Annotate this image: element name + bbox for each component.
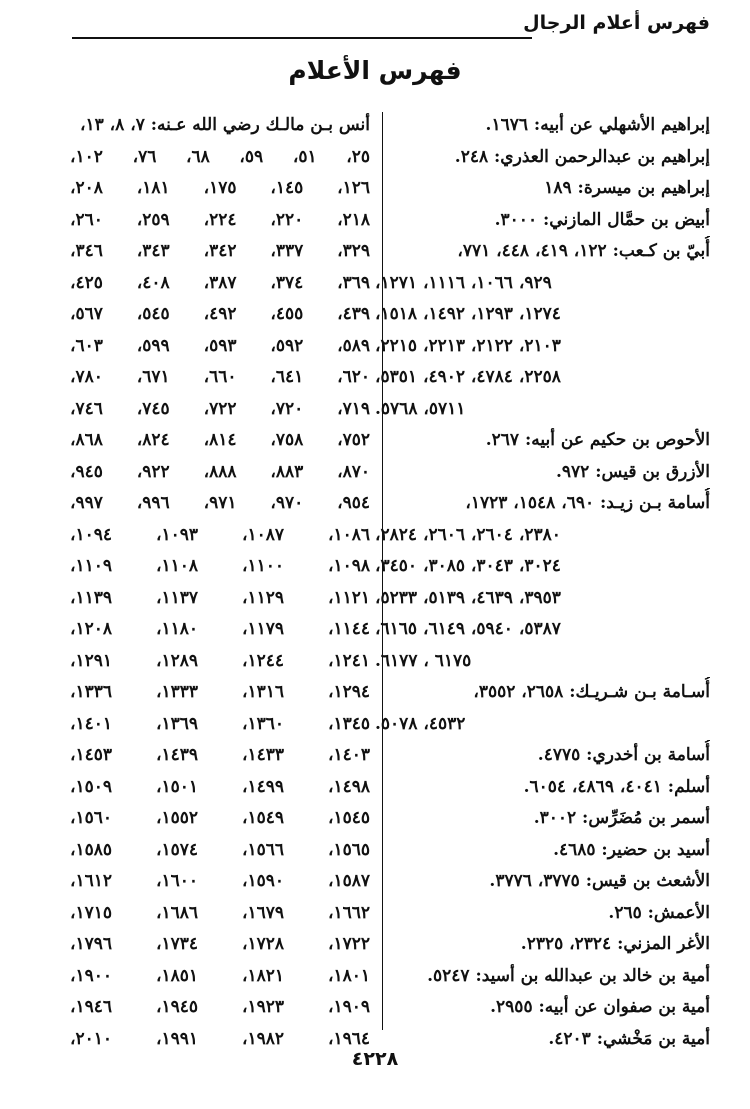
index-line: ٥٨٩، ٥٩٢، ٥٩٣، ٥٩٩، ٦٠٣، bbox=[70, 335, 370, 356]
index-line: أمية بن صفوان عن أبيه: ٢٩٥٥. bbox=[490, 997, 710, 1017]
index-line: ٤٣٩، ٤٥٥، ٤٩٢، ٥٤٥، ٥٦٧، bbox=[70, 304, 370, 324]
index-line: ٩٢٩، ١٠٦٦، ١١١٦، ١٢٧١، bbox=[375, 272, 552, 293]
index-column-right bbox=[375, 110, 710, 1055]
index-line: ١٧٢٢، ١٧٢٨، ١٧٣٤، ١٧٩٦، bbox=[70, 934, 370, 954]
index-line: ٦١٧٥ ، ٦١٧٧. bbox=[375, 650, 472, 671]
index-line: ١٣٤٥، ١٣٦٠، ١٣٦٩، ١٤٠١، bbox=[70, 713, 370, 734]
index-line: ٦٢٠، ٦٤١، ٦٦٠، ٦٧١، ٧٨٠، bbox=[70, 367, 370, 387]
index-line: ١١٤٤، ١١٧٩، ١١٨٠، ١٢٠٨، bbox=[70, 619, 370, 639]
index-line: ٩٥٤، ٩٧٠، ٩٧١، ٩٩٦، ٩٩٧، bbox=[70, 493, 370, 513]
index-line: ١١٢١، ١١٢٩، ١١٣٧، ١١٣٩، bbox=[70, 587, 370, 608]
index-line: إبراهيم بن عبدالرحمن العذري: ٢٤٨. bbox=[454, 146, 710, 167]
index-line: ٥٧١١، ٥٧٦٨. bbox=[375, 398, 466, 419]
index-line: ١٩٠٩، ١٩٢٣، ١٩٤٥، ١٩٤٦، bbox=[70, 997, 370, 1017]
index-line: ١٥٦٥، ١٥٦٦، ١٥٧٤، ١٥٨٥، bbox=[70, 839, 370, 860]
index-line: ١٩٦٤، ١٩٨٢، ١٩٩١، ٢٠١٠، bbox=[70, 1028, 370, 1049]
column-divider bbox=[382, 112, 383, 1030]
index-line: ٢١٠٣، ٢١٢٢، ٢٢١٣، ٢٢١٥، bbox=[375, 335, 561, 356]
index-column-left bbox=[70, 110, 370, 1055]
index-line: ٣٩٥٣، ٤٦٣٩، ٥١٣٩، ٥٢٣٣، bbox=[375, 587, 561, 608]
index-line: إبراهيم بن ميسرة: ١٨٩ bbox=[544, 178, 710, 198]
index-line: الأعمش: ٢٦٥. bbox=[608, 902, 710, 923]
index-line: ١٥٤٥، ١٥٤٩، ١٥٥٢، ١٥٦٠، bbox=[70, 808, 370, 828]
index-line: ١٠٩٨، ١١٠٠، ١١٠٨، ١١٠٩، bbox=[70, 556, 370, 576]
index-line: أنس بـن مالـك رضي الله عـنه: ٧، ٨، ١٣، bbox=[79, 115, 370, 135]
running-header-title: فهرس أعلام الرجال bbox=[523, 12, 710, 34]
index-line: ٧١٩، ٧٢٠، ٧٢٢، ٧٤٥، ٧٤٦، bbox=[70, 398, 370, 419]
index-line: ٢١٨، ٢٢٠، ٢٢٤، ٢٥٩، ٢٦٠، bbox=[70, 209, 370, 230]
index-line: أمية بن مَخْشي: ٤٢٠٣. bbox=[548, 1028, 710, 1049]
index-line: الأزرق بن قيس: ٩٧٢. bbox=[556, 461, 710, 482]
index-line: ٢٥، ٥١، ٥٩، ٦٨، ٧٦، ١٠٢، bbox=[70, 146, 370, 167]
running-header bbox=[72, 10, 710, 42]
page-title: فهرس الأعلام bbox=[288, 56, 462, 85]
index-line: ١٢٧٤، ١٢٩٣، ١٤٩٢، ١٥١٨، bbox=[375, 304, 561, 324]
index-line: ٨٧٠، ٨٨٣، ٨٨٨، ٩٢٢، ٩٤٥، bbox=[70, 461, 370, 482]
index-line: ٣٢٩، ٣٣٧، ٣٤٢، ٣٤٣، ٣٤٦، bbox=[70, 241, 370, 261]
index-line: ١٠٨٦، ١٠٨٧، ١٠٩٣، ١٠٩٤، bbox=[70, 524, 370, 545]
index-line: إبراهيم الأشهلي عن أبيه: ١٦٧٦. bbox=[485, 115, 710, 135]
index-line: ١٤٩٨، ١٤٩٩، ١٥٠١، ١٥٠٩، bbox=[70, 776, 370, 797]
index-line: ١٤٠٣، ١٤٣٣، ١٤٣٩، ١٤٥٣، bbox=[70, 745, 370, 765]
page-number: ٤٢٢٨ bbox=[351, 1048, 399, 1070]
index-line: ٤٥٣٢، ٥٠٧٨. bbox=[375, 713, 466, 734]
index-line: ١٢٦، ١٤٥، ١٧٥، ١٨١، ٢٠٨، bbox=[70, 178, 370, 198]
index-line: ١٥٨٧، ١٥٩٠، ١٦٠٠، ١٦١٢، bbox=[70, 871, 370, 891]
index-line: ١٢٤١، ١٢٤٤، ١٢٨٩، ١٢٩١، bbox=[70, 650, 370, 671]
index-line: أبيض بن حمَّال المازني: ٣٠٠٠. bbox=[494, 209, 710, 230]
index-line: ٥٣٨٧، ٥٩٤٠، ٦١٤٩، ٦١٦٥، bbox=[375, 619, 561, 639]
index-line: أُسامة بـن زيـد: ٦٩٠، ١٥٤٨، ١٧٢٣، bbox=[465, 493, 710, 513]
index-line: الأشعث بن قيس: ٣٧٧٥، ٣٧٧٦. bbox=[489, 871, 710, 891]
index-line: ١٦٦٢، ١٦٧٩، ١٦٨٦، ١٧١٥، bbox=[70, 902, 370, 923]
index-line: ٣٦٩، ٣٧٤، ٣٨٧، ٤٠٨، ٤٢٥، bbox=[70, 272, 370, 293]
index-line: أسمر بن مُضَرِّس: ٣٠٠٢. bbox=[533, 808, 710, 828]
index-line: ٧٥٢، ٧٥٨، ٨١٤، ٨٢٤، ٨٦٨، bbox=[70, 430, 370, 450]
index-line: ٢٢٥٨، ٤٧٨٤، ٤٩٠٢، ٥٣٥١، bbox=[375, 367, 561, 387]
header-rule bbox=[72, 37, 532, 39]
index-line: أُبيّ بن كـعب: ١٢٢، ٤١٩، ٤٤٨، ٧٧١، bbox=[457, 241, 710, 261]
index-line: أمية بن خالد بن عبدالله بن أسيد: ٥٢٤٧. bbox=[427, 965, 710, 986]
index-line: أُسـامة بـن شـريـك: ٢٦٥٨، ٣٥٥٢، bbox=[473, 682, 710, 702]
index-line: ٢٣٨٠، ٢٦٠٤، ٢٦٠٦، ٢٨٢٤، bbox=[375, 524, 561, 545]
index-line: الأغر المزني: ٢٣٢٤، ٢٣٢٥. bbox=[520, 934, 710, 954]
index-line: أسيد بن حضير: ٤٦٨٥. bbox=[553, 839, 710, 860]
index-line: الأحوص بن حكيم عن أبيه: ٢٦٧. bbox=[485, 430, 710, 450]
index-line: أُسامة بن أخدري: ٤٧٧٥. bbox=[537, 745, 710, 765]
index-line: أسلم: ٤٠٤١، ٤٨٦٩، ٦٠٥٤. bbox=[523, 776, 710, 797]
index-line: ٣٠٢٤، ٣٠٤٣، ٣٠٨٥، ٣٤٥٠، bbox=[375, 556, 561, 576]
index-line: ١٨٠١، ١٨٢١، ١٨٥١، ١٩٠٠، bbox=[70, 965, 370, 986]
index-line: ١٢٩٤، ١٣١٦، ١٣٣٣، ١٣٣٦، bbox=[70, 682, 370, 702]
